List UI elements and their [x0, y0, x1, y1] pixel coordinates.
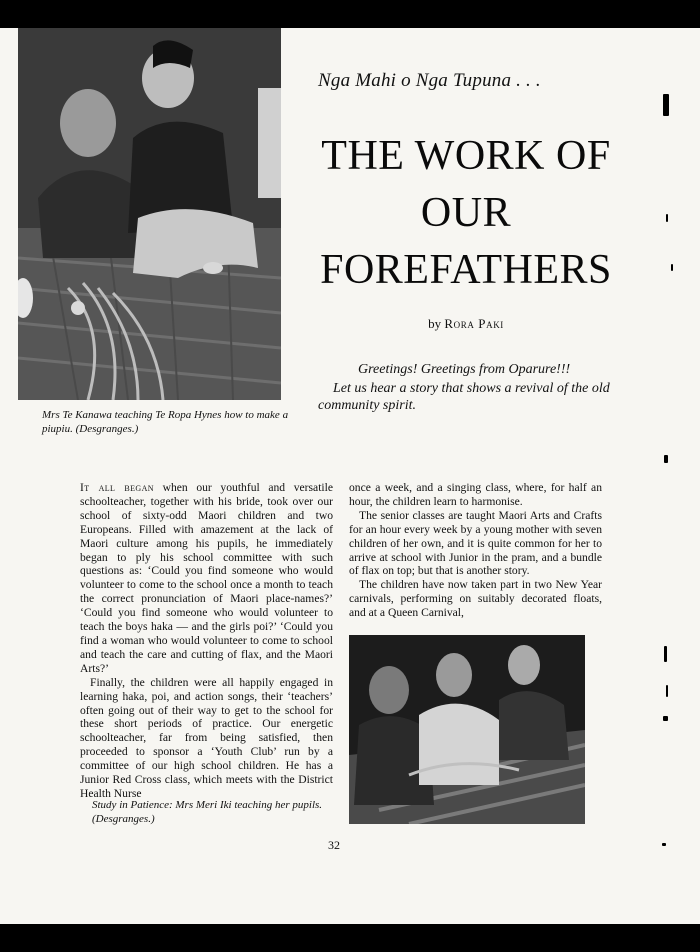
margin-speck — [663, 94, 669, 116]
byline-author: Rora Paki — [444, 316, 504, 331]
body-column-1 — [80, 481, 333, 801]
paragraph-5: The children have now taken part in two New Year carnivals, performing on suitably decorated floats, and at a Queen Carnival, — [349, 578, 602, 620]
title-line-3: FOREFATHERS — [320, 247, 612, 293]
magazine-page — [0, 28, 700, 924]
margin-speck — [666, 685, 668, 697]
title-line-1: THE WORK OF — [321, 133, 611, 179]
photo-piupiu-lesson-image — [18, 28, 281, 400]
margin-speck — [662, 843, 666, 846]
margin-speck — [664, 646, 667, 662]
paragraph-1 — [80, 481, 333, 676]
title-line-2: OUR — [420, 190, 512, 236]
margin-speck — [663, 716, 668, 721]
margin-speck — [666, 214, 668, 222]
photo-weaving-class — [349, 635, 585, 824]
greeting-line: Greetings! Greetings from Oparure!!! — [358, 362, 571, 377]
article-title — [300, 128, 632, 299]
photo-1-caption: Mrs Te Kanawa teaching Te Ropa Hynes how to make a piupiu. (Desgranges.) — [42, 409, 289, 435]
photo-weaving-class-image — [349, 635, 585, 824]
kicker-heading: Nga Mahi o Nga Tupuna . . . — [318, 70, 541, 91]
paragraph-1-text: when our youthful and versatile schoolteacher, together with his bride, took over our school of sixty-odd Maori children and two Europeans. Filled with amazement at the lack of Maori culture among his pupils, he immediately began to ply his school committee with such questions as: ‘Could you find someone who would volunteer to come to the school once a month to teach the correct pronunciation of Maori place-names?’ ‘Could you find someone who would volunteer to teach the boys haka — and the girls poi?’ ‘Could you find a woman who would volunteer to come to school and teach the care and cutting of flax, and the Maori Arts?’ — [80, 481, 333, 675]
photo-piupiu-lesson — [18, 28, 281, 400]
paragraph-3: once a week, and a singing class, where, for half an hour, the children learn to harmonise. — [349, 481, 602, 508]
photo-2-caption: Study in Patience: Mrs Meri Iki teaching her pupils. (Desgranges.) — [92, 799, 323, 825]
lead-in: It all began — [80, 481, 154, 494]
margin-speck — [671, 264, 673, 271]
byline-prefix: by — [428, 316, 442, 331]
margin-speck — [664, 455, 668, 463]
paragraph-2: Finally, the children were all happily engaged in learning haka, poi, and action songs, their ‘teachers’ often going out of their way to get to the school for these short periods of practice. Our energetic schoolteacher, far from being satisfied, then proceeded to sponsor a ‘Youth Club’ run by a committee of our high school children. He has a Junior Red Cross class, which meets with the District Health Nurse — [80, 675, 333, 800]
body-column-2 — [349, 481, 602, 620]
byline — [300, 316, 632, 332]
intro-line: Let us hear a story that shows a revival of the old community spirit. — [318, 381, 610, 413]
paragraph-4: The senior classes are taught Maori Arts and Crafts for an hour every week by a young mother with seven children of her own, and it is quite common for her to arrive at school with Junior in the pram, and a bundle of flax on top; but that is another story. — [349, 508, 602, 578]
page-number: 32 — [328, 838, 340, 852]
